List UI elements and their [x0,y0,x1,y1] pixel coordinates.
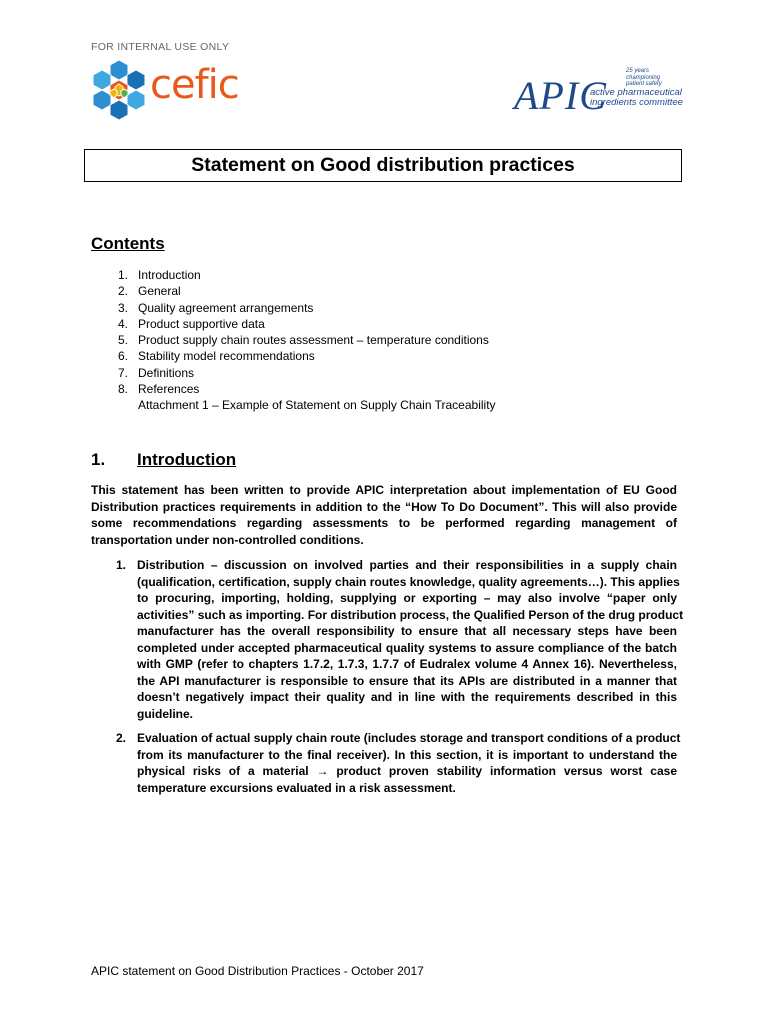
toc-item: 8. References [118,382,200,397]
apic-badge-line: championing [626,74,661,81]
apic-badge-line: patient safety [626,81,662,87]
apic-wordmark: APIC [514,73,607,118]
list-item-number: 2. [116,731,127,745]
paragraph-line: with GMP (refer to chapters 1.7.2, 1.7.3, 1.7.7 of Eudralex volume 4 Annex 16). Nevertheless, [137,657,677,671]
cefic-wordmark: cefic [150,62,239,108]
document-title: Statement on Good distribution practices [191,154,575,176]
paragraph-line: Evaluation of actual supply chain route (includes storage and transport conditions of a product [137,731,681,745]
apic-subtitle [590,88,690,108]
paragraph-line: Distribution – discussion on involved parties and their responsibilities in a supply chain [137,558,677,572]
document-title-box [84,149,682,182]
toc-item: 6. Stability model recommendations [118,349,315,364]
paragraph-line: some recommendations regarding assessments to be performed regarding management of [91,516,677,530]
paragraph-line: activities” such as importing. For distribution process, the Qualified Person of the drug product [137,607,684,622]
toc-item: 2. General [118,284,181,299]
paragraph-line: physical risks of a material → product proven stability information versus worst case [137,764,677,778]
section-heading [91,450,236,470]
apic-anniversary-badge [626,68,686,88]
toc-item: Attachment 1 – Example of Statement on Supply Chain Traceability [138,398,496,413]
list-item-number: 1. [116,558,127,572]
list-item [116,730,681,800]
paragraph-line: completed under accepted pharmaceutical quality systems to assure compliance of the batch [137,640,677,655]
cefic-logo [88,58,248,120]
paragraph-line: to procuring, importing, holding, supplying or exporting – may also involve “paper only [137,591,677,605]
section-number: 1. [91,450,106,469]
internal-use-note: FOR INTERNAL USE ONLY [91,41,230,53]
toc-item: 5. Product supply chain routes assessment – temperature conditions [118,333,489,348]
paragraph-line: transportation under non-controlled conditions. [91,532,364,547]
section-title: Introduction [137,450,237,469]
toc-item: 4. Product supportive data [118,316,265,331]
cefic-hexagon-icon [88,58,150,120]
paragraph-line: from its manufacturer to the final receiver). In this section, it is important to understand the [137,747,677,762]
toc-item: 3. Quality agreement arrangements [118,300,314,315]
paragraph-line: Distribution practices requirements in addition to the “How To Do Document”. This will also provide [91,499,677,514]
contents-heading: Contents [91,234,165,253]
list-item [116,557,684,727]
apic-badge-line: 25 years [626,68,650,74]
apic-subtitle-line: ingredients committee [590,97,683,108]
list-item-body [137,730,681,796]
apic-subtitle-line: active pharmaceutical [590,87,682,98]
page-footer: APIC statement on Good Distribution Practices - October 2017 [91,964,424,978]
table-of-contents [118,267,496,414]
paragraph-line: guideline. [137,706,194,721]
list-item-lead: Distribution [137,558,205,572]
paragraph-line: temperature excursions evaluated in a risk assessment. [137,780,456,795]
toc-item: 7. Definitions [118,365,195,380]
list-item-lead: supply chain route [253,731,361,745]
paragraph-line: doesn’t negatively impact their quality and in line with the requirements described in this [137,690,677,704]
intro-paragraph [91,482,677,548]
apic-logo [510,66,690,126]
list-item-body [137,557,684,722]
paragraph-line: the API manufacturer is responsible to ensure that its APIs are distributed in a manner that [137,673,677,688]
paragraph-line: (qualification, certification, supply chain routes knowledge, quality agreements…). This applies [137,574,680,589]
paragraph-line: This statement has been written to provide APIC interpretation about implementation of EU Good [91,483,677,497]
paragraph-line: manufacturer has the overall responsibility to ensure that all necessary steps have been [137,624,677,638]
toc-item: 1. Introduction [118,268,201,282]
